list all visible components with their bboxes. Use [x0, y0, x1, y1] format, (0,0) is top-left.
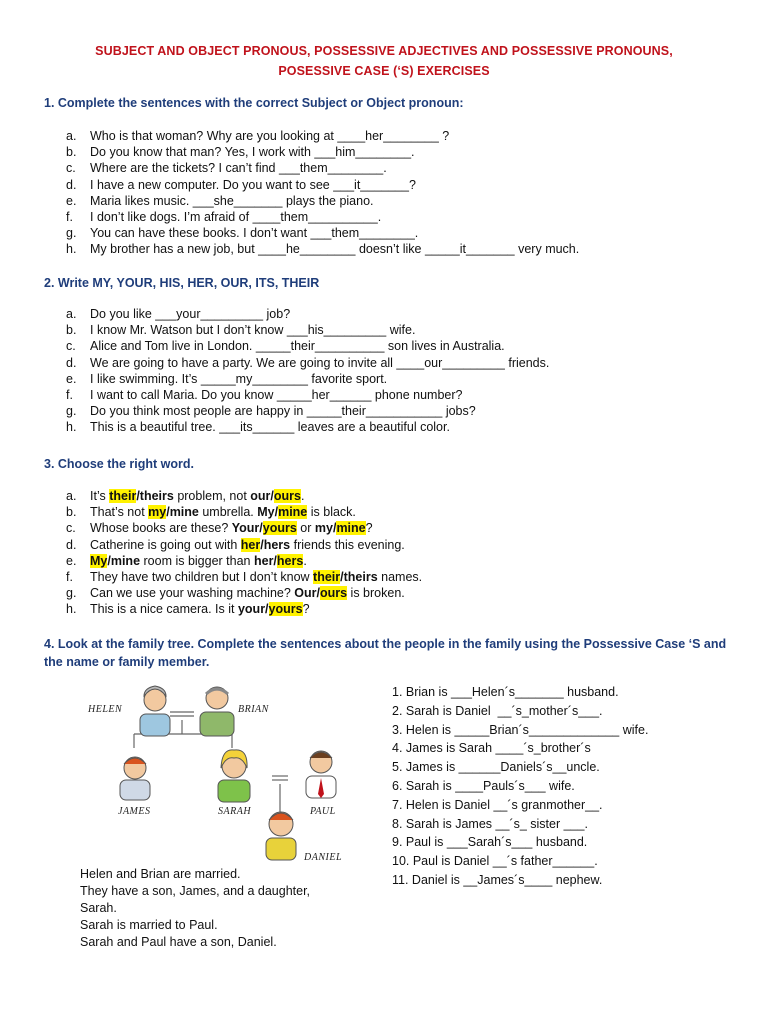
item-letter: e. — [66, 193, 77, 208]
item-text: You can have these books. I don’t want ___them________. — [90, 226, 419, 241]
list-item — [66, 225, 579, 241]
james-figure — [120, 757, 150, 800]
story-line: They have a son, James, and a daughter, — [80, 884, 311, 898]
item-text-part: /theirs — [136, 489, 174, 503]
item-letter: b. — [66, 323, 77, 338]
item-letter: h. — [66, 602, 77, 617]
section1-list — [66, 128, 579, 258]
answer-item: 9. Paul is ___Sarah´s___ husband. — [392, 835, 588, 850]
item-text: I know Mr. Watson but I don’t know ___his_________ wife. — [90, 323, 416, 338]
item-letter: a. — [66, 489, 77, 503]
section4-heading: 4. Look at the family tree. Complete the sentences about the people in the family using the Possessive Case ‘S and the name or family member. — [44, 637, 727, 669]
answer-item: 7. Helen is Daniel __´s granmother__. — [392, 797, 603, 812]
list-item — [66, 355, 549, 371]
answer-item: 8. Sarah is James __´s_ sister ___. — [392, 816, 588, 831]
sarah-figure — [218, 750, 250, 802]
item-text-part: /hers — [260, 537, 291, 552]
list-item — [66, 371, 549, 387]
worksheet-title-line2: POSESSIVE CASE (‘S) EXERCISES — [278, 64, 490, 78]
item-text-part: her/ — [253, 553, 277, 568]
list-item — [66, 403, 549, 419]
paul-figure — [306, 751, 336, 798]
highlighted-answer: ours — [273, 489, 301, 503]
highlighted-answer: ours — [319, 586, 348, 601]
highlighted-answer: my — [148, 505, 167, 520]
item-text-part: My/ — [257, 505, 279, 520]
item-text-part: names. — [377, 569, 423, 584]
tree-label-helen: HELEN — [88, 704, 123, 715]
item-text-part: Can we use your washing machine? — [90, 586, 295, 601]
section4-answers — [392, 683, 648, 890]
daniel-figure — [266, 812, 296, 860]
list-item — [66, 419, 549, 435]
section1-heading: 1. Complete the sentences with the correct Subject or Object pronoun: — [44, 96, 464, 110]
item-text-part: They have two children but I don’t know — [90, 569, 314, 584]
item-letter: h. — [66, 242, 77, 257]
item-text: My brother has a new job, but ____he________ doesn’t like _____it_______ very much. — [90, 242, 580, 257]
list-item — [66, 601, 422, 617]
highlighted-answer: yours — [262, 521, 297, 536]
brian-figure — [200, 687, 234, 736]
item-text-part: /mine — [166, 505, 199, 520]
item-text-part: This is a nice camera. Is it — [90, 602, 238, 617]
item-letter: d. — [66, 537, 77, 552]
item-text-part: It’s — [90, 489, 110, 503]
item-text-part: my/ — [314, 521, 337, 536]
list-item — [66, 537, 422, 553]
list-item — [66, 387, 549, 403]
list-item — [66, 520, 422, 536]
item-text-part: our/ — [250, 489, 274, 503]
item-text-part: Catherine is going out with — [90, 537, 241, 552]
list-item — [66, 128, 579, 144]
item-text-part: problem, not — [173, 489, 251, 503]
worksheet-title-line1: SUBJECT AND OBJECT PRONOUS, POSSESSIVE ADJECTIVES AND POSSESSIVE PRONOUNS, — [95, 44, 673, 58]
item-letter: c. — [66, 161, 76, 176]
answer-item: 11. Daniel is __James´s____ nephew. — [392, 872, 603, 887]
item-text-part: or — [296, 521, 315, 536]
item-text-part: /mine — [107, 553, 141, 568]
item-letter: f. — [66, 569, 73, 584]
highlighted-answer: mine — [278, 505, 308, 520]
item-letter: e. — [66, 553, 77, 568]
item-letter: c. — [66, 339, 76, 354]
list-item — [66, 553, 422, 569]
item-letter: d. — [66, 177, 77, 192]
section2-list — [66, 306, 549, 436]
list-item — [66, 338, 549, 354]
item-letter: f. — [66, 387, 73, 402]
item-text-part: Our/ — [294, 586, 320, 601]
item-letter: g. — [66, 226, 77, 241]
item-text-part: is broken. — [347, 586, 405, 601]
story-line: Sarah and Paul have a son, Daniel. — [80, 935, 277, 949]
tree-label-sarah: SARAH — [218, 806, 252, 817]
item-text: I like swimming. It’s _____my________ favorite sport. — [90, 371, 388, 386]
item-letter: g. — [66, 586, 77, 601]
item-text: We are going to have a party. We are going to invite all ____our_________ friends. — [90, 355, 550, 370]
list-item — [66, 160, 579, 176]
item-text-part: That’s not — [90, 505, 149, 520]
item-text: This is a beautiful tree. ___its______ leaves are a beautiful color. — [90, 420, 450, 435]
list-item — [66, 504, 422, 520]
highlighted-answer: yours — [268, 602, 303, 617]
item-letter: d. — [66, 355, 77, 370]
list-item — [66, 322, 549, 338]
list-item — [66, 306, 549, 322]
section2-heading: 2. Write MY, YOUR, HIS, HER, OUR, ITS, THEIR — [44, 276, 320, 290]
item-text-part: friends this evening. — [290, 537, 405, 552]
item-text: I want to call Maria. Do you know _____her______ phone number? — [90, 387, 463, 402]
item-letter: c. — [66, 521, 76, 536]
item-text-part: ? — [365, 521, 373, 536]
family-tree-svg — [82, 676, 372, 876]
item-text: Alice and Tom live in London. _____their__________ son lives in Australia. — [90, 339, 505, 354]
item-text-part: . — [300, 489, 305, 503]
story-line: Sarah is married to Paul. — [80, 918, 218, 932]
item-text-part: /theirs — [340, 569, 378, 584]
list-item — [66, 569, 422, 585]
list-item — [66, 193, 579, 209]
item-text-part: is black. — [307, 505, 356, 520]
item-text: Where are the tickets? I can’t find ___them________. — [90, 161, 387, 176]
answer-item: 2. Sarah is Daniel __´s_mother´s___. — [392, 703, 603, 718]
answer-item: 5. James is ______Daniels´s__uncle. — [392, 760, 600, 775]
family-tree-illustration — [82, 676, 372, 876]
answer-item: 10. Paul is Daniel __´s father______. — [392, 854, 598, 869]
item-text-part: . — [303, 553, 307, 568]
item-text-part: your/ — [237, 602, 269, 617]
item-text: I don’t like dogs. I’m afraid of ____them__________. — [90, 209, 382, 224]
list-item — [66, 209, 579, 225]
highlighted-answer: mine — [336, 521, 366, 536]
section3-list — [66, 488, 422, 618]
highlighted-answer: their — [109, 489, 137, 503]
item-text: Do you think most people are happy in _____their___________ jobs? — [90, 404, 476, 419]
answer-item: 3. Helen is _____Brian´s_____________ wife. — [392, 722, 649, 737]
item-text-part: ? — [302, 602, 310, 617]
list-item — [66, 488, 422, 504]
item-text: Who is that woman? Why are you looking at ____her________ ? — [90, 129, 450, 143]
item-text-part: room is bigger than — [140, 553, 254, 568]
tree-label-brian: BRIAN — [238, 704, 269, 715]
answer-item: 1. Brian is ___Helen´s_______ husband. — [392, 685, 619, 699]
item-text: Maria likes music. ___she_______ plays the piano. — [90, 193, 374, 208]
highlighted-answer: My — [90, 553, 108, 568]
list-item — [66, 241, 579, 257]
item-text: I have a new computer. Do you want to see ___it_______? — [90, 177, 416, 192]
story-line: Sarah. — [80, 901, 117, 915]
list-item — [66, 177, 579, 193]
story-line: Helen and Brian are married. — [80, 867, 241, 881]
tree-label-daniel: DANIEL — [304, 852, 342, 863]
tree-label-paul: PAUL — [310, 806, 336, 817]
item-letter: e. — [66, 371, 77, 386]
helen-figure — [140, 686, 170, 736]
item-text-part: Whose books are these? — [90, 521, 232, 536]
tree-label-james: JAMES — [118, 806, 151, 817]
family-description — [80, 866, 310, 951]
highlighted-answer: hers — [276, 553, 304, 568]
highlighted-answer: their — [313, 569, 341, 584]
list-item — [66, 585, 422, 601]
highlighted-answer: her — [240, 537, 261, 552]
item-text: Do you like ___your_________ job? — [90, 307, 291, 321]
item-text: Do you know that man? Yes, I work with ___him________. — [90, 145, 415, 160]
item-letter: b. — [66, 145, 77, 160]
item-letter: a. — [66, 129, 77, 143]
item-letter: g. — [66, 404, 77, 419]
list-item — [66, 144, 579, 160]
item-text-part: Your/ — [231, 521, 263, 536]
item-letter: b. — [66, 505, 77, 520]
item-letter: f. — [66, 209, 73, 224]
answer-item: 4. James is Sarah ____´s_brother´s — [392, 741, 591, 756]
answer-item: 6. Sarah is ____Pauls´s___ wife. — [392, 778, 575, 793]
item-text-part: umbrella. — [198, 505, 258, 520]
item-letter: a. — [66, 307, 77, 321]
section3-heading: 3. Choose the right word. — [44, 457, 195, 471]
item-letter: h. — [66, 420, 77, 435]
